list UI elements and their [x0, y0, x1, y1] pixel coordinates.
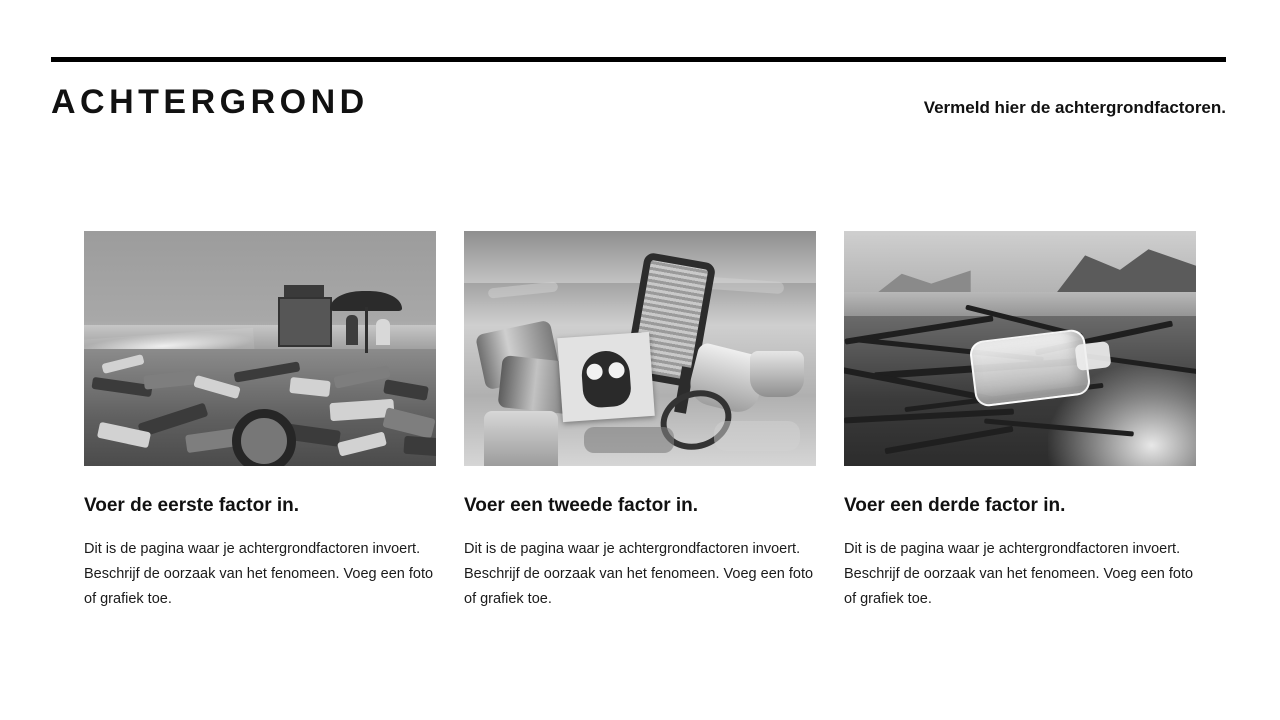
- column-title: Voer een tweede factor in.: [464, 495, 699, 516]
- content-column: [464, 231, 816, 612]
- column-title: Voer een derde factor in.: [844, 495, 1066, 516]
- content-column: [84, 231, 436, 612]
- slide-header: [51, 82, 1226, 123]
- column-body: Dit is de pagina waar je achtergrondfactoren invoert. Beschrijf de oorzaak van het fenomeen. Voeg een foto of grafiek toe.: [84, 540, 434, 607]
- header-rule: [51, 57, 1226, 62]
- plastic-bottle-on-driftwood-photo: [844, 231, 1196, 466]
- column-body: Dit is de pagina waar je achtergrondfactoren invoert. Beschrijf de oorzaak van het fenomeen. Voeg een foto of grafiek toe.: [464, 540, 814, 607]
- beach-with-umbrella-and-debris-photo: [84, 231, 436, 466]
- content-columns: [84, 231, 1197, 612]
- page-title: ACHTERGROND: [51, 83, 369, 121]
- header-note: Vermeld hier de achtergrondfactoren.: [923, 98, 1226, 117]
- content-column: [844, 231, 1196, 612]
- column-title: Voer de eerste factor in.: [84, 495, 300, 516]
- column-body: Dit is de pagina waar je achtergrondfactoren invoert. Beschrijf de oorzaak van het fenomeen. Voeg een foto of grafiek toe.: [844, 540, 1194, 607]
- cans-and-beach-toys-litter-photo: [464, 231, 816, 466]
